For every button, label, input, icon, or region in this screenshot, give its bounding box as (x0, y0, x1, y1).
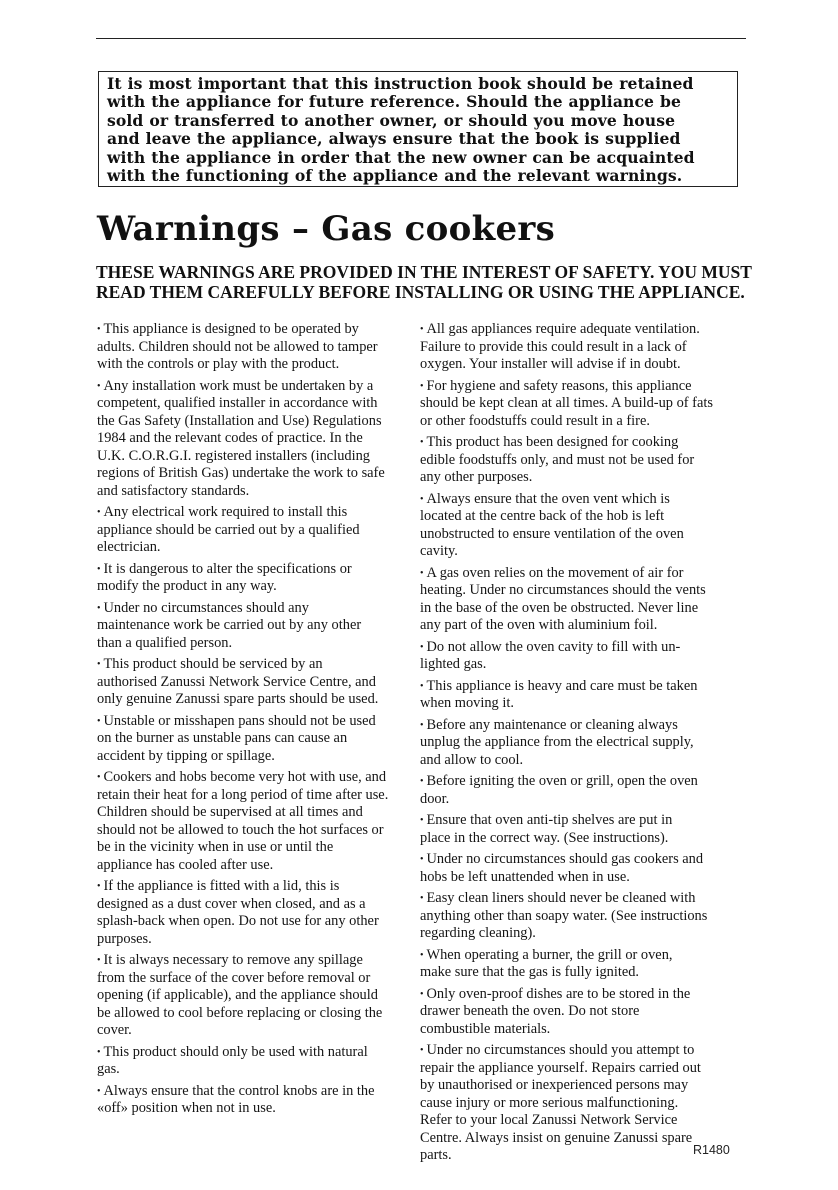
warning-item (97, 378, 415, 501)
warning-line (420, 1095, 750, 1113)
notice-line: and leave the appliance, always ensure that the book is supplied (107, 129, 681, 149)
warning-item (97, 656, 415, 709)
bullet-icon: • (420, 1045, 424, 1056)
warning-text: designed as a dust cover when closed, and as a (97, 895, 366, 912)
bullet-icon: • (420, 815, 424, 826)
warning-line (420, 600, 750, 618)
warning-text: It is dangerous to alter the specifications or (103, 560, 352, 577)
warning-line (420, 851, 750, 869)
safety-subtitle (96, 262, 752, 302)
warning-text: modify the product in any way. (97, 578, 277, 594)
warning-item (97, 321, 415, 374)
warning-text: located at the centre back of the hob is left (420, 508, 665, 524)
warning-text: Before any maintenance or cleaning always (426, 716, 678, 733)
bullet-icon: • (420, 893, 424, 904)
warning-line (420, 565, 750, 583)
warning-line (420, 434, 750, 452)
warning-item (97, 713, 415, 766)
warning-text: on the burner as unstable pans can cause an (97, 730, 348, 746)
warning-line (97, 769, 415, 787)
warning-text: regarding cleaning). (420, 925, 536, 941)
warning-item (97, 952, 415, 1040)
bullet-icon: • (420, 567, 424, 579)
bullet-icon: • (420, 680, 424, 692)
bullet-icon: • (97, 563, 101, 575)
warning-line (97, 561, 415, 579)
warning-line (420, 1060, 750, 1078)
warning-text: the Gas Safety (Installation and Use) Regulations (97, 412, 382, 429)
warning-item (420, 812, 750, 847)
warning-item (420, 678, 750, 713)
warning-item (97, 1044, 415, 1079)
warning-line (97, 987, 415, 1005)
warning-text: Any electrical work required to install this (103, 504, 348, 520)
warning-line (420, 908, 750, 926)
warning-text: Unstable or misshapen pans should not be used (103, 712, 376, 729)
warning-text: It is always necessary to remove any spillage (103, 952, 363, 968)
warning-line (97, 1044, 415, 1062)
warning-text: adults. Children should not be allowed to tamper (97, 338, 378, 355)
page-code: R1480 (693, 1143, 730, 1157)
warning-text: parts. (420, 1147, 452, 1163)
bullet-icon: • (420, 324, 424, 335)
warning-line (97, 931, 415, 949)
warnings-right-column (420, 321, 750, 1169)
warning-text: This product should be serviced by an (103, 656, 323, 672)
warning-line (420, 543, 750, 561)
warning-text: be in the vicinity when in use or until the (97, 839, 334, 855)
warning-line (97, 395, 415, 413)
bullet-icon: • (420, 988, 424, 1000)
warning-line (420, 413, 750, 431)
warning-line (420, 773, 750, 791)
warning-line (97, 539, 415, 557)
warning-text: This product should only be used with natural (103, 1043, 368, 1060)
warning-text: Before igniting the oven or grill, open the oven (426, 773, 698, 789)
warning-line (420, 491, 750, 509)
warning-line (420, 791, 750, 809)
warning-line (97, 339, 415, 357)
bullet-icon: • (420, 641, 424, 653)
bullet-icon: • (97, 380, 101, 392)
warning-text: unobstructed to ensure ventilation of the oven (420, 525, 684, 542)
warning-item (420, 565, 750, 635)
warning-text: accident by tipping or spillage. (97, 747, 275, 764)
warning-text: authorised Zanussi Network Service Centre, and (97, 673, 376, 690)
warning-text: than a qualified person. (97, 634, 233, 651)
warning-text: edible foodstuffs only, and must not be used for (420, 451, 695, 468)
warning-text: Cookers and hobs become very hot with use, and (103, 769, 387, 785)
warning-line (420, 734, 750, 752)
bullet-icon: • (97, 507, 101, 518)
warning-line (97, 787, 415, 805)
bullet-icon: • (420, 949, 424, 961)
warning-line (97, 674, 415, 692)
warning-text: door. (420, 790, 450, 807)
warning-line (97, 378, 415, 396)
warning-text: should not be allowed to touch the hot surfaces or (97, 821, 384, 838)
notice-line: with the appliance for future reference. Should the appliance be (107, 92, 682, 112)
subtitle-line: READ THEM CAREFULLY BEFORE INSTALLING OR USING THE APPLIANCE. (96, 282, 745, 302)
warning-text: All gas appliances require adequate ventilation. (426, 321, 700, 337)
warning-line (420, 582, 750, 600)
top-rule (96, 38, 746, 39)
warning-text: and allow to cool. (420, 751, 524, 768)
notice-line: with the functioning of the appliance and the relevant warnings. (107, 166, 683, 186)
warning-item (420, 491, 750, 561)
warning-line (420, 339, 750, 357)
warning-text: competent, qualified installer in accordance with (97, 395, 378, 411)
warning-line (420, 356, 750, 374)
warning-text: gas. (97, 1061, 120, 1077)
warning-text: drawer beneath the oven. Do not store (420, 1003, 640, 1019)
warning-text: cover. (97, 1022, 132, 1038)
warning-line (420, 1003, 750, 1021)
warning-item (97, 600, 415, 653)
warning-line (97, 448, 415, 466)
warning-text: Under no circumstances should you attempt to (426, 1042, 695, 1058)
warning-text: or other foodstuffs could result in a fire. (420, 412, 650, 429)
bullet-icon: • (97, 1046, 101, 1058)
warning-line (420, 321, 750, 339)
bullet-icon: • (97, 955, 101, 966)
warning-line (420, 378, 750, 396)
warning-text: This product has been designed for cooking (426, 434, 679, 450)
bullet-icon: • (97, 659, 101, 670)
warning-text: by unauthorised or inexperienced persons may (420, 1077, 689, 1093)
warning-text: Under no circumstances should gas cookers and (426, 851, 704, 867)
warning-item (97, 561, 415, 596)
warning-text: heating. Under no circumstances should the vents (420, 582, 706, 598)
warning-line (97, 1061, 415, 1079)
warning-text: U.K. C.O.R.G.I. registered installers (including (97, 447, 370, 464)
warning-text: Ensure that oven anti-tip shelves are put in (426, 812, 673, 828)
warning-line (420, 947, 750, 965)
warning-text: opening (if applicable), and the appliance should (97, 987, 378, 1003)
warning-line (420, 452, 750, 470)
warning-line (420, 508, 750, 526)
bullet-icon: • (97, 1085, 101, 1097)
bullet-icon: • (97, 602, 101, 614)
warning-text: lighted gas. (420, 656, 487, 672)
warning-line (97, 321, 415, 339)
warning-text: any part of the oven with aluminium foil. (420, 617, 658, 633)
bullet-icon: • (420, 854, 424, 865)
warning-line (97, 413, 415, 431)
notice-line: sold or transferred to another owner, or should you move house (107, 110, 676, 130)
warning-item (420, 434, 750, 487)
warning-text: «off» position when not in use. (97, 1100, 276, 1116)
bullet-icon: • (97, 772, 101, 783)
warning-item (420, 378, 750, 431)
warning-line (97, 430, 415, 448)
warning-line (420, 869, 750, 887)
warning-line (97, 804, 415, 822)
warning-text: purposes. (97, 930, 152, 947)
bullet-icon: • (97, 324, 101, 335)
warning-line (97, 483, 415, 501)
warning-text: Always ensure that the control knobs are in the (103, 1082, 375, 1099)
warning-line (97, 913, 415, 931)
warning-item (420, 321, 750, 374)
warning-text: Only oven-proof dishes are to be stored in the (426, 985, 691, 1002)
warning-text: appliance should be carried out by a qualified (97, 521, 360, 538)
warning-line (420, 617, 750, 635)
warning-text: Always ensure that the oven vent which is (426, 490, 670, 507)
warning-text: place in the correct way. (See instructions). (420, 829, 669, 846)
warning-text: only genuine Zanussi spare parts should be used. (97, 691, 379, 707)
warning-text: anything other than soapy water. (See instructions (420, 907, 708, 924)
warning-text: hobs be left unattended when in use. (420, 868, 630, 885)
warning-text: Centre. Always insist on genuine Zanussi spare (420, 1129, 693, 1146)
warning-line (97, 857, 415, 875)
warning-text: make sure that the gas is fully ignited. (420, 964, 640, 980)
warning-line (420, 812, 750, 830)
warning-line (420, 717, 750, 735)
warning-text: A gas oven relies on the movement of air for (426, 564, 684, 581)
warning-text: retain their heat for a long period of time after use. (97, 786, 389, 803)
warning-text: Easy clean liners should never be cleaned with (426, 890, 696, 906)
warning-text: with the controls or play with the product. (97, 356, 340, 372)
bullet-icon: • (420, 380, 424, 392)
warning-item (97, 769, 415, 874)
bullet-icon: • (420, 493, 424, 505)
warning-text: This appliance is designed to be operated by (103, 321, 359, 337)
warning-text: maintenance work be carried out by any other (97, 617, 362, 633)
warning-text: Do not allow the oven cavity to fill with un- (426, 638, 681, 655)
page-title: Warnings – Gas cookers (97, 209, 556, 249)
warning-line (420, 639, 750, 657)
warning-text: from the surface of the cover before removal or (97, 969, 371, 986)
warning-line (97, 822, 415, 840)
warning-line (97, 1022, 415, 1040)
warning-item (420, 947, 750, 982)
warning-line (97, 465, 415, 483)
warning-item (97, 878, 415, 948)
warning-text: unplug the appliance from the electrical supply, (420, 734, 694, 750)
warning-line (97, 970, 415, 988)
warning-line (420, 986, 750, 1004)
warning-item (420, 986, 750, 1039)
warning-text: oxygen. Your installer will advise if in doubt. (420, 356, 681, 372)
warning-line (420, 890, 750, 908)
warning-line (97, 691, 415, 709)
warning-line (420, 469, 750, 487)
warning-text: appliance has cooled after use. (97, 856, 274, 873)
warning-text: When operating a burner, the grill or oven, (426, 946, 673, 963)
warning-line (420, 695, 750, 713)
warning-text: Any installation work must be undertaken by a (103, 377, 374, 394)
warning-text: electrician. (97, 539, 161, 555)
warning-text: splash-back when open. Do not use for any other (97, 913, 379, 929)
warning-text: 1984 and the relevant codes of practice. In the (97, 430, 363, 446)
warning-text: Failure to provide this could result in a lack of (420, 338, 687, 355)
warning-line (97, 504, 415, 522)
warning-text: repair the appliance yourself. Repairs carried out (420, 1059, 701, 1076)
warning-text: Under no circumstances should any (103, 599, 309, 616)
bullet-icon: • (420, 719, 424, 731)
warning-line (420, 964, 750, 982)
warning-text: when moving it. (420, 695, 514, 711)
warning-line (420, 395, 750, 413)
warnings-left-column (97, 321, 415, 1122)
warning-text: should be kept clean at all times. A build-up of fats (420, 395, 713, 411)
subtitle-line: THESE WARNINGS ARE PROVIDED IN THE INTEREST OF SAFETY. YOU MUST (96, 262, 752, 282)
bullet-icon: • (97, 715, 101, 727)
warning-line (97, 522, 415, 540)
bullet-icon: • (420, 437, 424, 448)
warning-line (97, 600, 415, 618)
warning-line (420, 1042, 750, 1060)
warning-text: combustible materials. (420, 1020, 551, 1037)
bullet-icon: • (97, 881, 101, 892)
warning-text: be allowed to cool before replacing or closing the (97, 1004, 383, 1021)
warning-text: Children should be supervised at all times and (97, 804, 363, 820)
bullet-icon: • (420, 776, 424, 787)
warning-line (97, 1100, 415, 1118)
warning-item (420, 851, 750, 886)
warning-line (97, 656, 415, 674)
warning-line (97, 748, 415, 766)
warning-line (420, 1077, 750, 1095)
retention-notice-box (98, 71, 738, 187)
warning-item (420, 773, 750, 808)
warning-item (97, 504, 415, 557)
warning-line (97, 1083, 415, 1101)
warning-line (97, 730, 415, 748)
warning-text: This appliance is heavy and care must be taken (426, 677, 698, 694)
warning-item (420, 639, 750, 674)
warning-item (420, 890, 750, 943)
warning-line (420, 678, 750, 696)
warning-line (97, 617, 415, 635)
warning-line (97, 356, 415, 374)
warning-text: cavity. (420, 543, 458, 559)
warning-line (97, 839, 415, 857)
warning-item (420, 717, 750, 770)
warning-text: If the appliance is fitted with a lid, this is (103, 878, 340, 894)
warning-line (420, 830, 750, 848)
warning-text: regions of British Gas) undertake the work to safe (97, 465, 385, 481)
warning-line (97, 1005, 415, 1023)
warning-line (97, 713, 415, 731)
warning-line (97, 635, 415, 653)
warning-line (420, 656, 750, 674)
warning-line (420, 752, 750, 770)
notice-line: It is most important that this instruction book should be retained (107, 74, 694, 93)
warning-line (420, 526, 750, 544)
notice-line: with the appliance in order that the new owner can be acquainted (107, 147, 695, 167)
warning-line (97, 952, 415, 970)
warning-text: and satisfactory standards. (97, 482, 250, 499)
warning-text: cause injury or more serious malfunctioning. (420, 1094, 679, 1111)
warning-text: in the base of the oven be obstructed. Never line (420, 599, 699, 616)
warning-line (97, 896, 415, 914)
warning-line (420, 1112, 750, 1130)
warning-line (420, 925, 750, 943)
warning-text: For hygiene and safety reasons, this appliance (426, 377, 692, 394)
warning-line (97, 878, 415, 896)
warning-text: Refer to your local Zanussi Network Service (420, 1112, 678, 1128)
warning-line (420, 1021, 750, 1039)
warning-line (97, 578, 415, 596)
warning-item (97, 1083, 415, 1118)
warning-text: any other purposes. (420, 469, 533, 485)
